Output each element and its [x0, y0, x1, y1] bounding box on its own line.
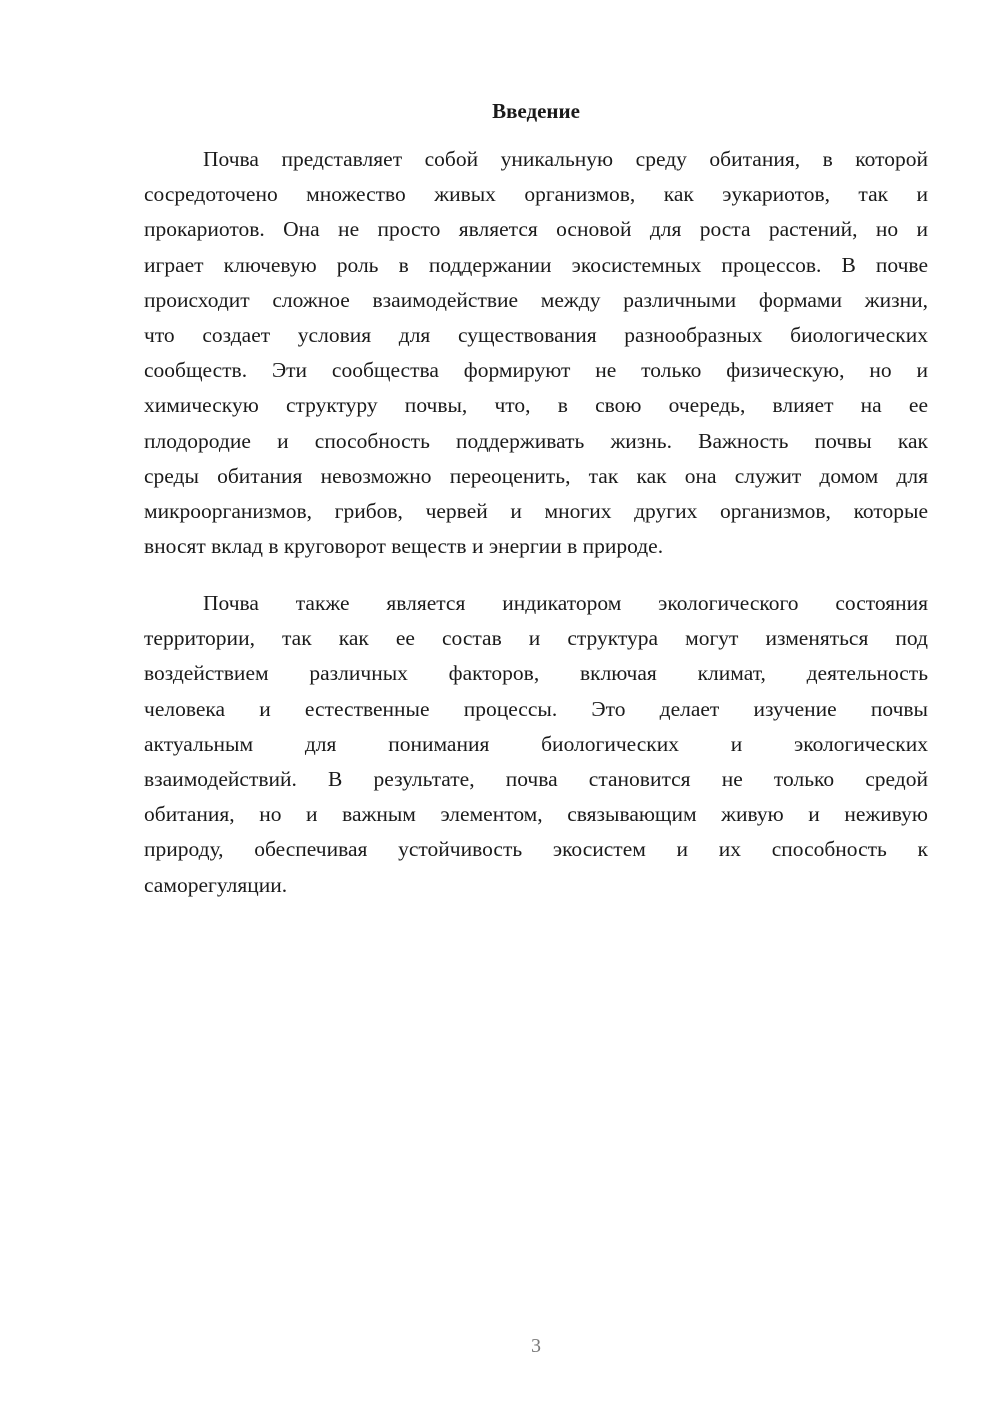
- paragraph-line: воздействием различных факторов, включая климат, деятельность: [144, 661, 928, 686]
- paragraph-line: сосредоточено множество живых организмов, как эукариотов, так и: [144, 182, 928, 207]
- paragraph-line: природу, обеспечивая устойчивость экосистем и их способность к: [144, 837, 928, 862]
- paragraph-line: сообществ. Эти сообщества формируют не только физическую, но и: [144, 358, 928, 383]
- paragraph-line: прокариотов. Она не просто является основой для роста растений, но и: [144, 217, 928, 242]
- paragraph-line: микроорганизмов, грибов, червей и многих других организмов, которые: [144, 498, 928, 523]
- paragraph-line: играет ключевую роль в поддержании экосистемных процессов. В почве: [144, 252, 928, 277]
- paragraph-line: плодородие и способность поддерживать жизнь. Важность почвы как: [144, 428, 928, 453]
- paragraph-line: взаимодействий. В результате, почва становится не только средой: [144, 766, 928, 791]
- paragraph-line: происходит сложное взаимодействие между различными формами жизни,: [144, 287, 928, 312]
- page-number: 3: [531, 1335, 541, 1357]
- paragraph-line: человека и естественные процессы. Это делает изучение почвы: [144, 696, 928, 721]
- paragraph-line: среды обитания невозможно переоценить, так как она служит домом для: [144, 463, 928, 488]
- paragraph-2: [144, 586, 928, 903]
- paragraph-line: химическую структуру почвы, что, в свою очередь, влияет на ее: [144, 393, 928, 418]
- section-heading: Введение: [492, 99, 580, 123]
- paragraph-line: саморегуляции.: [144, 872, 288, 897]
- paragraph-line: обитания, но и важным элементом, связывающим живую и неживую: [144, 802, 928, 827]
- paragraph-1: [144, 142, 928, 564]
- paragraph-line: территории, так как ее состав и структура могут изменяться под: [144, 626, 928, 651]
- paragraph-line: что создает условия для существования разнообразных биологических: [144, 322, 928, 347]
- paragraph-line: Почва представляет собой уникальную среду обитания, в которой: [203, 147, 928, 171]
- paragraph-line: вносят вклад в круговорот веществ и энергии в природе.: [144, 534, 664, 559]
- paragraph-line: Почва также является индикатором экологического состояния: [203, 591, 928, 615]
- paragraph-line: актуальным для понимания биологических и экологических: [144, 731, 928, 756]
